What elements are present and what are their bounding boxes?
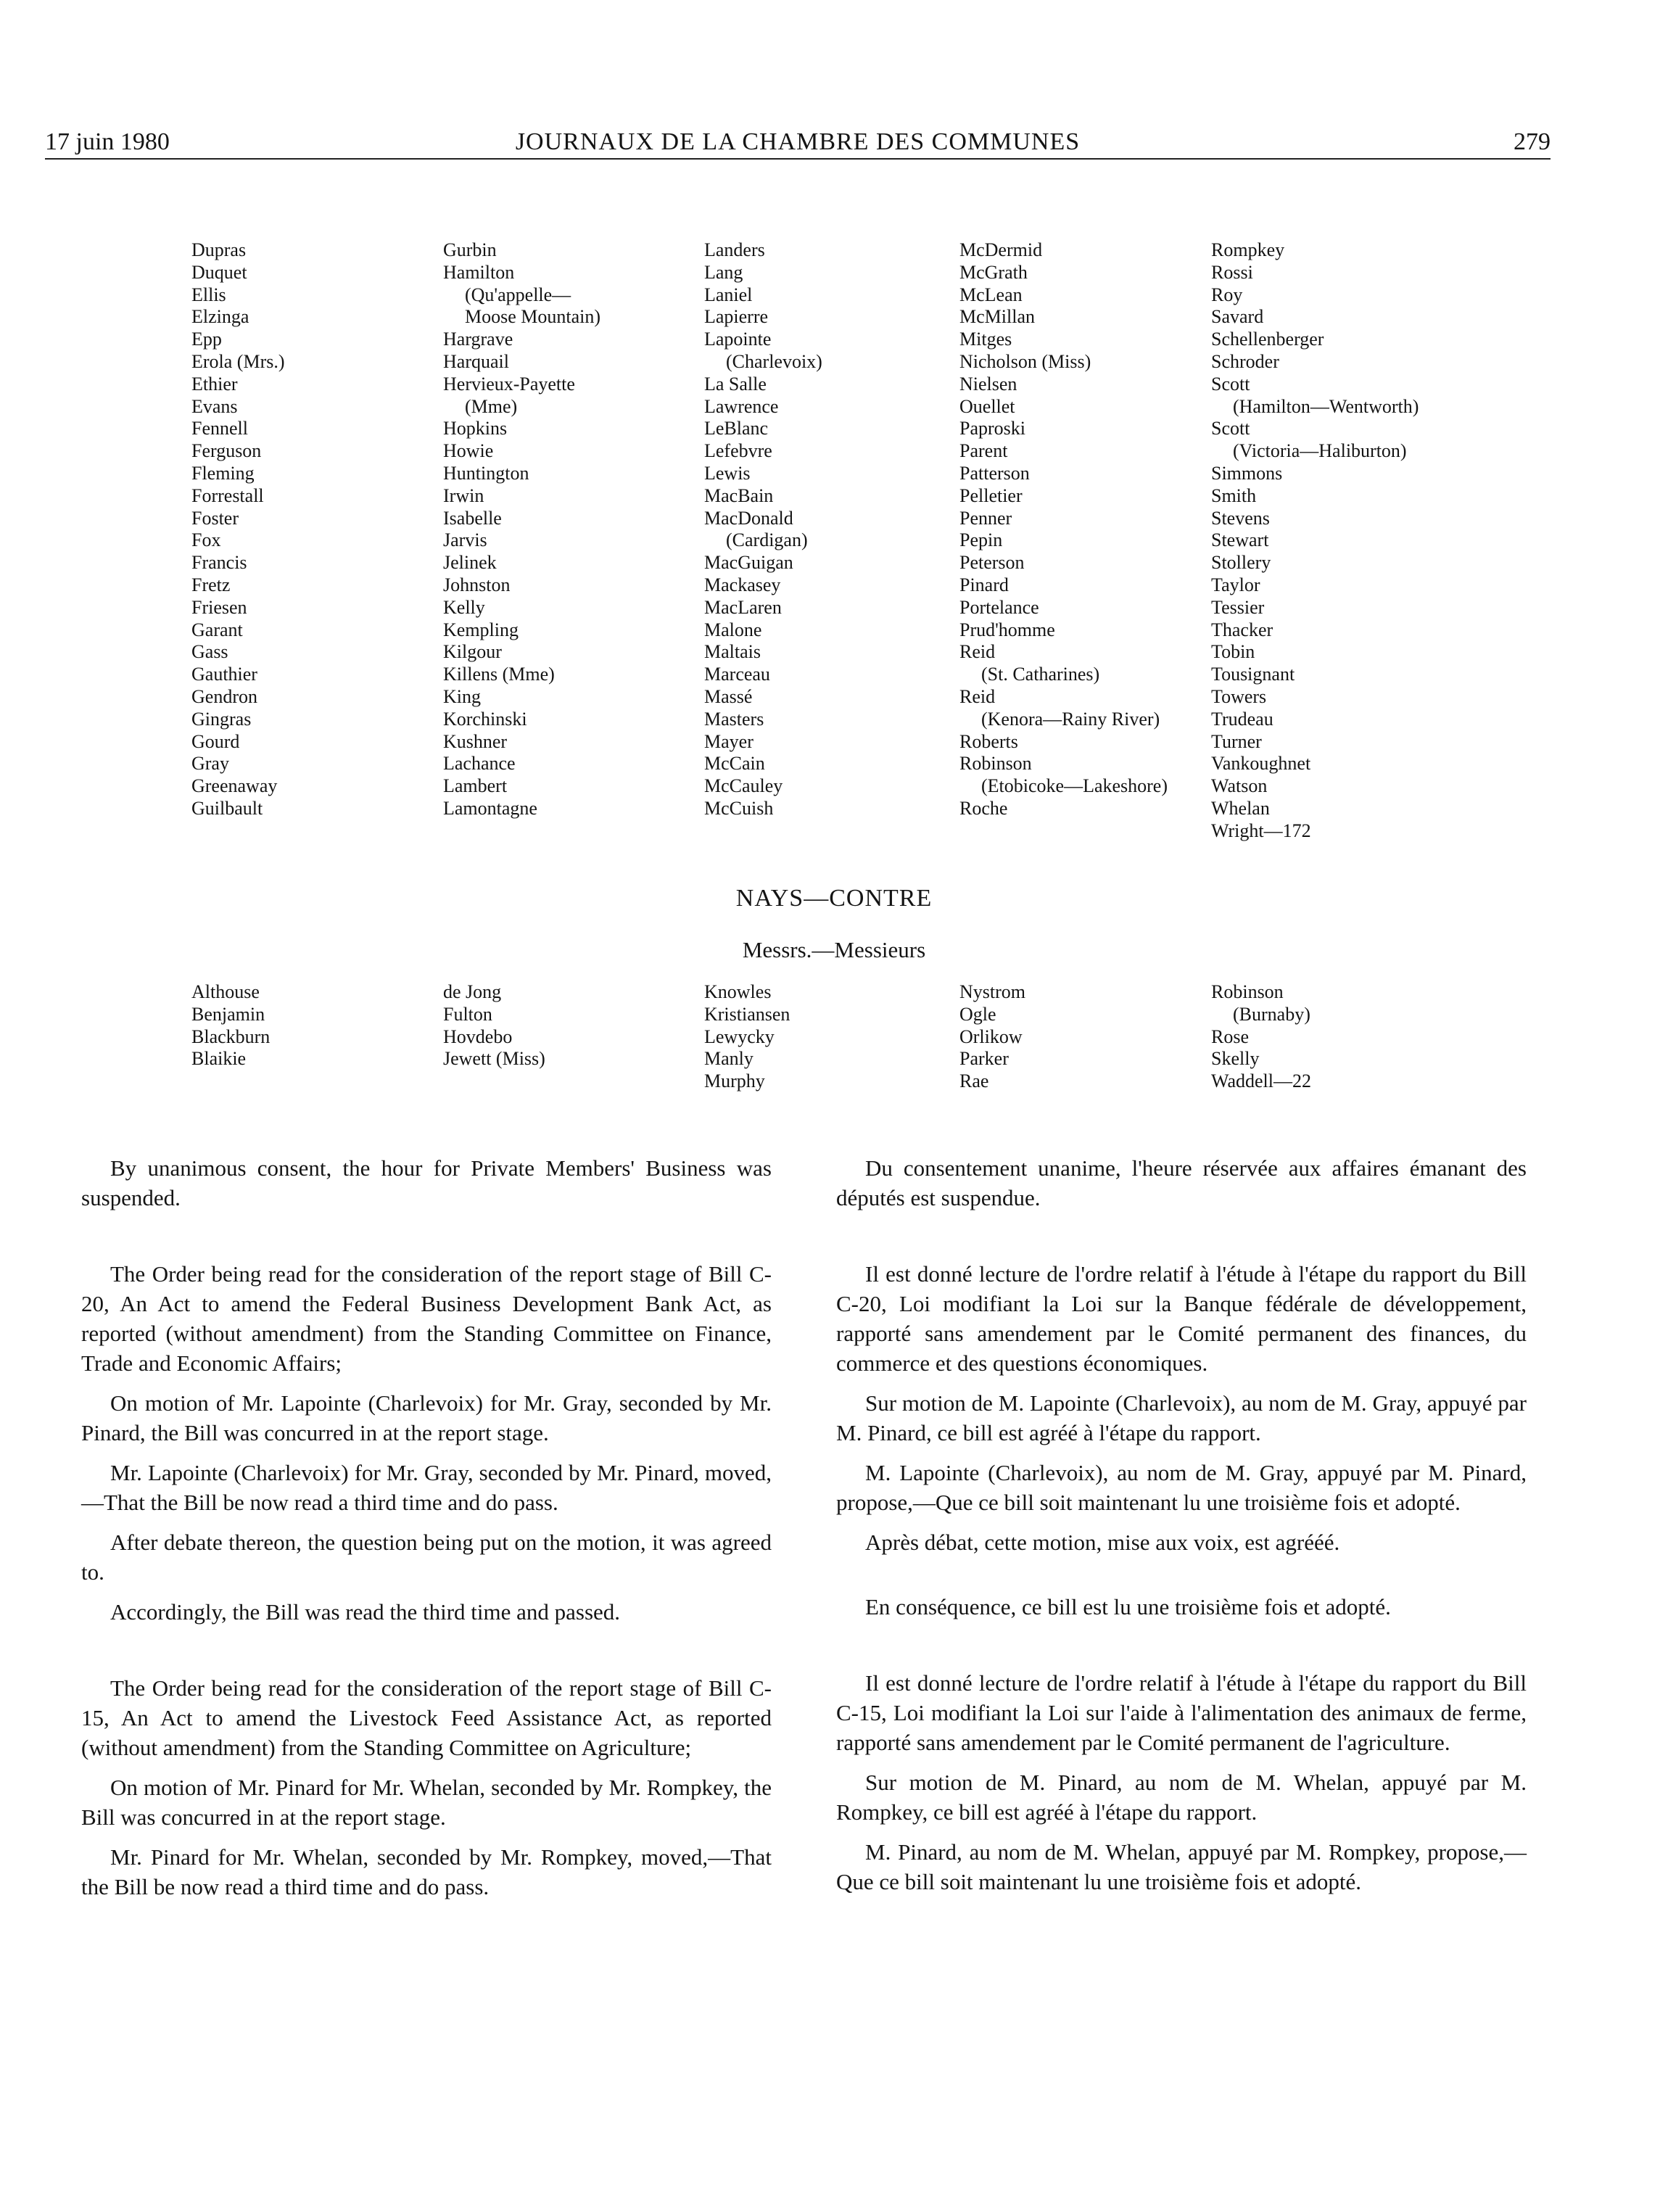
member-name: Greenaway — [191, 775, 278, 797]
member-name: Ethier — [191, 373, 238, 395]
page-header — [45, 128, 1551, 160]
c20-order-paragraph-en: The Order being read for the consideration of the report stage of Bill C-20, An Act to amend the Federal Business Development Bank Act, as reported (without amendment) from the Standing Committee on Finance, Trade and Economic Affairs; — [81, 1261, 772, 1376]
member-name: (Cardigan) — [726, 529, 808, 551]
c20-motion-paragraph-en: On motion of Mr. Lapointe (Charlevoix) for Mr. Gray, seconded by Mr. Pinard, the Bill was concurred in at the report stage. — [81, 1390, 772, 1445]
member-name: Hargrave — [443, 329, 513, 350]
member-name: Fox — [191, 529, 221, 551]
member-name: Rossi — [1211, 261, 1253, 283]
member-name: Wright—172 — [1211, 820, 1311, 841]
member-name: MacGuigan — [704, 552, 793, 574]
nays-subtitle: Messrs.—Messieurs — [742, 937, 926, 962]
member-name: Ouellet — [959, 395, 1015, 417]
member-name: Stevens — [1211, 507, 1270, 529]
member-name: Tousignant — [1211, 664, 1295, 685]
member-name: Erola (Mrs.) — [191, 350, 285, 372]
member-name: Ferguson — [191, 440, 262, 462]
member-name: Jelinek — [443, 552, 497, 574]
member-name: Lamontagne — [443, 797, 537, 819]
member-name: Guilbault — [191, 797, 263, 819]
member-name: Lapierre — [704, 306, 769, 328]
member-name: Irwin — [443, 484, 484, 506]
member-name: Knowles — [704, 981, 772, 1002]
member-name: Lefebvre — [704, 440, 772, 462]
member-name: Watson — [1211, 775, 1268, 797]
member-name: Portelance — [959, 596, 1039, 618]
member-name: King — [443, 685, 481, 707]
member-name: Pepin — [959, 529, 1003, 551]
member-name: Laniel — [704, 284, 753, 305]
member-name: Nielsen — [959, 373, 1017, 395]
member-name: Johnston — [443, 574, 511, 595]
member-name: Scott — [1211, 373, 1250, 395]
c20-debate-paragraph-en: After debate thereon, the question being put on the motion, it was agreed to. — [81, 1530, 772, 1585]
member-name: Massé — [704, 685, 753, 707]
member-name: Roy — [1211, 284, 1243, 305]
c15-order-paragraph-en: The Order being read for the consideration of the report stage of Bill C-15, An Act to amend the Livestock Feed Assistance Act, as reported (without amendment) from the Standing Committee on Agriculture; — [81, 1675, 772, 1760]
member-name: Fennell — [191, 418, 248, 439]
member-name: MacLaren — [704, 596, 782, 618]
member-name: Roberts — [959, 730, 1018, 752]
member-name: Rompkey — [1211, 239, 1285, 260]
member-name: Masters — [704, 708, 764, 730]
member-name: Maltais — [704, 641, 761, 663]
member-name: Pinard — [959, 574, 1009, 595]
member-name: Scott — [1211, 418, 1250, 439]
c15-moved-paragraph-en: Mr. Pinard for Mr. Whelan, seconded by Mr. Rompkey, moved,—That the Bill be now read a third time and do pass. — [81, 1844, 772, 1899]
member-name: Towers — [1211, 685, 1267, 707]
member-name: Harquail — [443, 350, 509, 372]
header-date: 17 juin 1980 — [45, 128, 170, 155]
member-name: La Salle — [704, 373, 767, 395]
member-name: Peterson — [959, 552, 1025, 574]
member-name: LeBlanc — [704, 418, 769, 439]
member-name: Lambert — [443, 775, 508, 797]
member-name: de Jong — [443, 981, 502, 1002]
member-name: Nystrom — [959, 981, 1025, 1002]
yeas-column-1 — [191, 239, 285, 820]
member-name: Duquet — [191, 261, 247, 283]
member-name: Lewis — [704, 462, 751, 484]
member-name: Kelly — [443, 596, 485, 618]
member-name: Benjamin — [191, 1003, 265, 1025]
member-name: McLean — [959, 284, 1023, 305]
french-text-column — [836, 1153, 1527, 1897]
member-name: Penner — [959, 507, 1012, 529]
nays-column-2 — [443, 981, 545, 1070]
member-name: (Qu'appelle— — [465, 284, 571, 305]
member-name: Francis — [191, 552, 247, 574]
c15-motion-paragraph-en: On motion of Mr. Pinard for Mr. Whelan, seconded by Mr. Rompkey, the Bill was concurred in at the report stage. — [81, 1775, 772, 1830]
member-name: Skelly — [1211, 1048, 1260, 1070]
member-name: Howie — [443, 440, 494, 462]
member-name: Ellis — [191, 284, 226, 305]
member-name: Gurbin — [443, 239, 497, 260]
member-name: Kempling — [443, 619, 519, 640]
member-name: McCuish — [704, 797, 774, 819]
member-name: Tessier — [1211, 596, 1265, 618]
member-name: (Kenora—Rainy River) — [981, 708, 1160, 730]
member-name: Hervieux-Payette — [443, 373, 575, 395]
member-name: Epp — [191, 329, 222, 350]
consent-paragraph-en: By unanimous consent, the hour for Private Members' Business was suspended. — [81, 1155, 772, 1210]
member-name: Kristiansen — [704, 1003, 790, 1025]
member-name: Pelletier — [959, 484, 1023, 506]
member-name: (Burnaby) — [1233, 1003, 1310, 1025]
member-name: Lapointe — [704, 329, 772, 350]
member-name: Killens (Mme) — [443, 664, 555, 685]
member-name: Robinson — [959, 753, 1032, 775]
member-name: Whelan — [1211, 797, 1270, 819]
member-name: Orlikow — [959, 1025, 1023, 1047]
member-name: Althouse — [191, 981, 260, 1002]
member-name: Reid — [959, 685, 996, 707]
member-name: Dupras — [191, 239, 247, 260]
c20-moved-paragraph-fr: M. Lapointe (Charlevoix), au nom de M. Gray, appuyé par M. Pinard, propose,—Que ce bill soit maintenant lu une troisième fois et adopté. — [836, 1460, 1527, 1515]
yeas-column-5 — [1211, 239, 1419, 843]
member-name: Isabelle — [443, 507, 502, 529]
member-name: (Mme) — [465, 395, 518, 417]
member-name: Schroder — [1211, 350, 1279, 372]
member-name: Fretz — [191, 574, 231, 595]
member-name: (St. Catharines) — [981, 664, 1100, 685]
member-name: Marceau — [704, 664, 770, 685]
nays-column-1 — [191, 981, 270, 1070]
member-name: Paproski — [959, 418, 1025, 439]
member-name: (Etobicoke—Lakeshore) — [981, 775, 1168, 797]
member-name: Savard — [1211, 306, 1264, 328]
member-name: Fulton — [443, 1003, 492, 1025]
member-name: Gourd — [191, 730, 240, 752]
member-name: Schellenberger — [1211, 329, 1324, 350]
member-name: Robinson — [1211, 981, 1284, 1002]
c15-motion-paragraph-fr: Sur motion de M. Pinard, au nom de M. Whelan, appuyé par M. Rompkey, ce bill est agréé à l'étape du rapport. — [836, 1770, 1527, 1825]
c15-moved-paragraph-fr: M. Pinard, au nom de M. Whelan, appuyé par M. Rompkey, propose,—Que ce bill soit maintenant lu une troisième fois et adopté. — [836, 1839, 1527, 1894]
member-name: Vankoughnet — [1211, 753, 1311, 775]
member-name: Garant — [191, 619, 243, 640]
member-name: Kilgour — [443, 641, 502, 663]
yeas-column-2 — [443, 239, 600, 820]
member-name: Parent — [959, 440, 1008, 462]
member-name: Rae — [959, 1070, 989, 1092]
member-name: Taylor — [1211, 574, 1260, 595]
yeas-column-3 — [704, 239, 822, 820]
member-name: Smith — [1211, 484, 1257, 506]
member-name: Parker — [959, 1048, 1009, 1070]
c20-passed-paragraph-fr: En conséquence, ce bill est lu une troisième fois et adopté. — [865, 1594, 1391, 1619]
member-name: MacDonald — [704, 507, 793, 529]
member-name: Gauthier — [191, 664, 257, 685]
member-name: Lachance — [443, 753, 516, 775]
member-name: McGrath — [959, 261, 1028, 283]
member-name: McDermid — [959, 239, 1043, 260]
c20-debate-paragraph-fr: Après débat, cette motion, mise aux voix, est agrééé. — [865, 1530, 1340, 1555]
nays-column-5 — [1211, 981, 1311, 1093]
member-name: Nicholson (Miss) — [959, 350, 1091, 372]
member-name: Fleming — [191, 462, 255, 484]
member-name: Thacker — [1211, 619, 1273, 640]
member-name: Ogle — [959, 1003, 996, 1025]
member-name: Lang — [704, 261, 743, 283]
nays-title: NAYS—CONTRE — [735, 885, 933, 912]
member-name: Hopkins — [443, 418, 508, 439]
c20-passed-paragraph-en: Accordingly, the Bill was read the third time and passed. — [110, 1599, 621, 1625]
member-name: Rose — [1211, 1025, 1249, 1047]
nays-column-3 — [704, 981, 790, 1093]
member-name: Jarvis — [443, 529, 487, 551]
member-name: Tobin — [1211, 641, 1255, 663]
member-name: Friesen — [191, 596, 247, 618]
member-name: Stollery — [1211, 552, 1271, 574]
c20-moved-paragraph-en: Mr. Lapointe (Charlevoix) for Mr. Gray, seconded by Mr. Pinard, moved,—That the Bill be now read a third time and do pass. — [81, 1460, 772, 1515]
member-name: Murphy — [704, 1070, 765, 1092]
member-name: Patterson — [959, 462, 1030, 484]
c20-motion-paragraph-fr: Sur motion de M. Lapointe (Charlevoix), au nom de M. Gray, appuyé par M. Pinard, ce bill est agréé à l'étape du rapport. — [836, 1390, 1527, 1445]
member-name: Blaikie — [191, 1048, 247, 1070]
english-text-column — [81, 1153, 772, 1902]
member-name: Elzinga — [191, 306, 249, 328]
member-name: Prud'homme — [959, 619, 1055, 640]
nays-column-4 — [959, 981, 1025, 1093]
member-name: Mackasey — [704, 574, 781, 595]
member-name: Malone — [704, 619, 762, 640]
page-number: 279 — [1514, 128, 1551, 155]
member-name: Stewart — [1211, 529, 1269, 551]
member-name: Landers — [704, 239, 765, 260]
member-name: Kushner — [443, 730, 508, 752]
member-name: Waddell—22 — [1211, 1070, 1311, 1092]
member-name: McCain — [704, 753, 765, 775]
member-name: Forrestall — [191, 484, 264, 506]
member-name: Mitges — [959, 329, 1012, 350]
member-name: Blackburn — [191, 1025, 271, 1047]
member-name: Reid — [959, 641, 996, 663]
member-name: Hamilton — [443, 261, 515, 283]
member-name: MacBain — [704, 484, 774, 506]
member-name: (Hamilton—Wentworth) — [1233, 395, 1419, 417]
member-name: McCauley — [704, 775, 783, 797]
member-name: Jewett (Miss) — [443, 1048, 545, 1070]
member-name: Gingras — [191, 708, 252, 730]
member-name: Evans — [191, 395, 238, 417]
c15-order-paragraph-fr: Il est donné lecture de l'ordre relatif à l'étude à l'étape du rapport du Bill C-15, Loi modifiant la Loi sur l'aide à l'alimentation des animaux de ferme, rapporté sans amendement par le Comité permanent de l'agriculture. — [836, 1670, 1527, 1755]
c20-order-paragraph-fr: Il est donné lecture de l'ordre relatif à l'étude à l'étape du rapport du Bill C-20, Loi modifiant la Loi sur la Banque fédérale de développement, rapporté sans amendement par le Comité permanent des finances, du commerce et des questions économiques. — [836, 1261, 1527, 1376]
member-name: Korchinski — [443, 708, 527, 730]
member-name: (Victoria—Haliburton) — [1233, 440, 1407, 462]
member-name: Roche — [959, 797, 1008, 819]
member-name: McMillan — [959, 306, 1035, 328]
header-title: JOURNAUX DE LA CHAMBRE DES COMMUNES — [515, 128, 1081, 155]
member-name: Hovdebo — [443, 1025, 513, 1047]
member-name: (Charlevoix) — [726, 350, 822, 372]
member-name: Gass — [191, 641, 228, 663]
member-name: Manly — [704, 1048, 754, 1070]
member-name: Trudeau — [1211, 708, 1273, 730]
member-name: Lewycky — [704, 1025, 775, 1047]
consent-paragraph-fr: Du consentement unanime, l'heure réservée aux affaires émanant des députés est suspendue. — [836, 1155, 1527, 1210]
member-name: Gray — [191, 753, 229, 775]
yeas-column-4 — [959, 239, 1168, 820]
member-name: Turner — [1211, 730, 1262, 752]
member-name: Gendron — [191, 685, 257, 707]
member-name: Foster — [191, 507, 239, 529]
member-name: Huntington — [443, 462, 529, 484]
member-name: Moose Mountain) — [465, 306, 601, 328]
member-name: Simmons — [1211, 462, 1283, 484]
member-name: Lawrence — [704, 395, 779, 417]
member-name: Mayer — [704, 730, 754, 752]
